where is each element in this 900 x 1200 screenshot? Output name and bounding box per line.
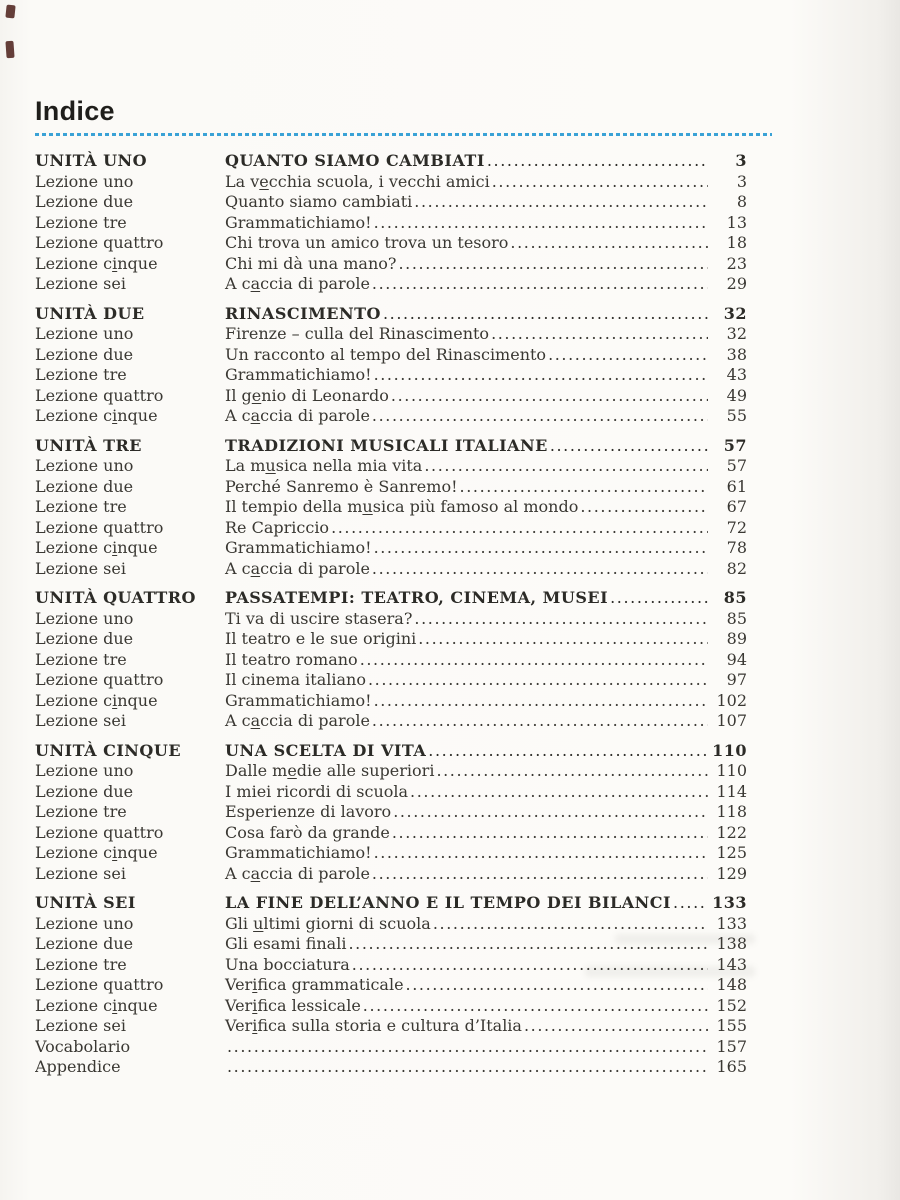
toc-row-entry (225, 274, 711, 295)
page-number: 55 (726, 406, 747, 425)
page-number: 155 (716, 1016, 747, 1035)
toc-row-label: Lezione uno (35, 171, 134, 191)
toc-row-label: UNITÀ QUATTRO (35, 588, 196, 607)
dot-leader (391, 386, 708, 407)
toc-entry-title: La vecchia scuola, i vecchi amici (225, 171, 490, 191)
dot-leader (550, 436, 708, 457)
toc-row-label: UNITÀ SEI (35, 893, 136, 912)
page-number: 157 (716, 1036, 747, 1056)
toc-row-label: Lezione tre (35, 365, 127, 384)
toc-row-label: Lezione cinque (35, 538, 158, 557)
toc-section (35, 588, 747, 732)
dot-leader (487, 151, 708, 172)
toc-entry-title: Verifica sulla storia e cultura d’Italia (225, 1016, 522, 1035)
toc-row-label: Lezione tre (35, 649, 127, 669)
dot-leader (524, 1016, 708, 1037)
dot-leader (368, 670, 708, 691)
dot-leader (372, 864, 708, 885)
dot-leader (580, 497, 708, 518)
dot-leader (360, 650, 708, 671)
page-number: 57 (723, 435, 747, 455)
toc-row-entry (225, 477, 711, 498)
toc-entry-title: RINASCIMENTO (225, 303, 381, 323)
toc-lesson-row (35, 324, 747, 345)
toc-row-label: Lezione tre (35, 212, 127, 232)
toc-row-entry (225, 304, 711, 325)
dot-leader (673, 893, 708, 914)
toc-lesson-row (35, 802, 747, 823)
page-number: 57 (726, 456, 747, 475)
toc-lesson-row (35, 864, 747, 885)
page-number: 18 (726, 233, 747, 252)
toc-lesson-row (35, 233, 747, 254)
dot-leader (428, 741, 708, 762)
toc-entry-title: Chi mi dà una mano? (225, 253, 397, 273)
toc-lesson-row (35, 518, 747, 539)
toc-row-entry (225, 914, 711, 935)
page-number: 38 (726, 344, 747, 364)
dot-leader (424, 456, 708, 477)
toc-entry-title: I miei ricordi di scuola (225, 781, 409, 801)
dot-leader (491, 324, 708, 345)
toc-row-label: Lezione sei (35, 274, 126, 293)
title-underline-dashed-rule (35, 133, 772, 136)
toc-row-label: Lezione quattro (35, 670, 164, 689)
page-number: 32 (723, 303, 747, 323)
dot-leader (348, 934, 708, 955)
page-number: 107 (716, 711, 747, 730)
toc-row-entry (225, 497, 711, 518)
toc-row-entry (225, 1057, 711, 1078)
scan-artifact (5, 5, 15, 19)
toc-row-entry (225, 864, 711, 885)
toc-entry-title: Il teatro e le sue origini (225, 629, 417, 648)
page-number: 133 (716, 913, 747, 933)
page-number: 23 (726, 253, 747, 273)
toc-entry-title: Re Capriccio (225, 517, 330, 537)
toc-row-entry (225, 711, 711, 732)
toc-entry-title: Verifica grammaticale (225, 975, 404, 994)
toc-row-label: Lezione due (35, 476, 134, 496)
page-number: 82 (726, 558, 747, 578)
page-number: 8 (736, 192, 747, 211)
toc-lesson-row (35, 1057, 747, 1078)
toc-lesson-row (35, 629, 747, 650)
page-number: 72 (726, 517, 747, 537)
dot-leader (410, 782, 708, 803)
toc-lesson-row (35, 609, 747, 630)
toc-lesson-row (35, 650, 747, 671)
toc-lesson-row (35, 477, 747, 498)
toc-row-entry (225, 233, 711, 254)
dot-leader (372, 274, 708, 295)
toc-lesson-row (35, 1037, 747, 1058)
toc-entry-title: A caccia di parole (225, 406, 370, 425)
dot-leader (372, 406, 708, 427)
toc-row-entry (225, 934, 711, 955)
dot-leader (227, 1057, 708, 1078)
dot-leader (374, 691, 708, 712)
page-number: 110 (712, 740, 747, 760)
toc-lesson-row (35, 934, 747, 955)
dot-leader (392, 823, 708, 844)
dot-leader (414, 609, 708, 630)
toc-lesson-row (35, 996, 747, 1017)
dot-leader (460, 477, 708, 498)
toc-section (35, 304, 747, 427)
toc-row-label: UNITÀ TRE (35, 435, 142, 455)
toc-entry-title: Grammatichiamo! (225, 538, 372, 557)
dot-leader (227, 1037, 708, 1058)
toc-lesson-row (35, 975, 747, 996)
toc-entry-title: PASSATEMPI: TEATRO, CINEMA, MUSEI (225, 588, 609, 607)
dot-leader (331, 518, 708, 539)
toc-row-label: UNITÀ UNO (35, 151, 148, 170)
toc-lesson-row (35, 365, 747, 386)
toc-entry-title: TRADIZIONI MUSICALI ITALIANE (225, 435, 548, 455)
page-number: 114 (716, 781, 747, 801)
page-number: 138 (716, 934, 747, 953)
toc-row-label: Lezione uno (35, 608, 134, 628)
toc-row-label: Lezione cinque (35, 406, 158, 425)
page-number: 143 (716, 954, 747, 974)
toc-entry-title: QUANTO SIAMO CAMBIATI (225, 151, 485, 170)
toc-entry-title: A caccia di parole (225, 863, 370, 883)
toc-row-entry (225, 823, 711, 844)
toc-lesson-row (35, 711, 747, 732)
toc-entry-title: Dalle medie alle superiori (225, 761, 435, 780)
toc-lesson-row (35, 1016, 747, 1037)
toc-entry-title: Grammatichiamo! (225, 212, 372, 232)
dot-leader (418, 629, 708, 650)
toc-entry-title: Grammatichiamo! (225, 365, 372, 384)
toc-entry-title: Chi trova un amico trova un tesoro (225, 233, 509, 252)
toc-entry-title: Cosa farò da grande (225, 822, 390, 842)
toc-row-label: Lezione tre (35, 802, 127, 821)
toc-entry-title: La musica nella mia vita (225, 456, 423, 475)
toc-entry-title: Il cinema italiano (225, 670, 366, 689)
toc-row-entry (225, 386, 711, 407)
toc-entry-title: A caccia di parole (225, 711, 370, 730)
toc-row-entry (225, 365, 711, 386)
toc-entry-title: Esperienze di lavoro (225, 802, 392, 821)
toc-lesson-row (35, 172, 747, 193)
toc-row-label: Lezione quattro (35, 233, 164, 252)
dot-leader (383, 304, 708, 325)
toc-lesson-row (35, 192, 747, 213)
toc-row-label: Lezione uno (35, 913, 134, 933)
toc-entry-title: Firenze – culla del Rinascimento (225, 324, 490, 343)
toc-section (35, 436, 747, 580)
page-number: 29 (726, 274, 747, 293)
toc-unit-row (35, 893, 747, 914)
toc-lesson-row (35, 406, 747, 427)
toc-row-entry (225, 761, 711, 782)
page-number: 85 (723, 588, 747, 607)
page-number: 118 (716, 802, 747, 821)
toc-row-entry (225, 559, 711, 580)
page-number: 85 (726, 608, 747, 628)
page-number: 78 (726, 538, 747, 557)
page-number: 43 (726, 365, 747, 384)
page-number: 148 (716, 975, 747, 994)
toc-row-label: Lezione quattro (35, 517, 164, 537)
toc-lesson-row (35, 559, 747, 580)
toc-entry-title: Grammatichiamo! (225, 843, 372, 862)
toc-row-entry (225, 456, 711, 477)
toc-row-label: Lezione due (35, 934, 134, 953)
toc-row-entry (225, 192, 711, 213)
toc-lesson-row (35, 782, 747, 803)
toc-lesson-row (35, 823, 747, 844)
toc-entry-title: Perché Sanremo è Sanremo! (225, 476, 458, 496)
toc-lesson-row (35, 761, 747, 782)
toc-row-entry (225, 802, 711, 823)
toc-row-entry (225, 741, 711, 762)
toc-unit-row (35, 588, 747, 609)
toc-row-label: Lezione cinque (35, 995, 158, 1015)
toc-row-entry (225, 538, 711, 559)
page-number: 67 (726, 497, 747, 516)
toc-row-label: UNITÀ DUE (35, 303, 145, 323)
dot-leader (363, 996, 708, 1017)
toc-section (35, 741, 747, 885)
toc-entry-title: Quanto siamo cambiati (225, 192, 413, 211)
page-number: 165 (716, 1057, 747, 1076)
toc-unit-row (35, 741, 747, 762)
page-number: 61 (726, 476, 747, 496)
toc-unit-row (35, 151, 747, 172)
toc-row-entry (225, 588, 711, 609)
toc-entry-title: Il tempio della musica più famoso al mondo (225, 497, 579, 516)
dot-leader (374, 213, 708, 234)
page-title: Indice (35, 96, 115, 126)
toc-row-entry (225, 691, 711, 712)
toc-entry-title: Il teatro romano (225, 649, 358, 669)
page-number: 3 (736, 171, 747, 191)
page-number: 122 (716, 822, 747, 842)
toc-row-entry (225, 609, 711, 630)
toc-entry-title: Grammatichiamo! (225, 690, 372, 710)
page-number: 152 (716, 995, 747, 1015)
toc-row-label: Lezione tre (35, 497, 127, 516)
toc-entry-title: Gli esami finali (225, 934, 347, 953)
toc-lesson-row (35, 843, 747, 864)
toc-row-label: Lezione sei (35, 711, 126, 730)
page-number: 49 (726, 385, 747, 405)
toc-unit-row (35, 436, 747, 457)
page-number: 110 (716, 761, 747, 780)
toc-row-label: Appendice (35, 1057, 121, 1076)
page-number: 129 (716, 863, 747, 883)
toc-unit-row (35, 304, 747, 325)
toc-entry-title: A caccia di parole (225, 558, 370, 578)
toc-row-label: Lezione due (35, 781, 134, 801)
toc-row-label: Lezione uno (35, 456, 134, 475)
dot-leader (372, 559, 708, 580)
page-number: 97 (726, 670, 747, 689)
scan-artifact (5, 41, 14, 59)
page-number: 32 (726, 324, 747, 343)
toc-row-entry (225, 996, 711, 1017)
toc-row-label: Lezione sei (35, 863, 126, 883)
toc-entry-title: Verifica lessicale (225, 995, 361, 1015)
page-number: 102 (716, 690, 747, 710)
toc-section (35, 893, 747, 1078)
toc-row-label: Lezione sei (35, 1016, 126, 1035)
toc-row-label: Lezione due (35, 192, 134, 211)
toc-row-label: Lezione tre (35, 954, 127, 974)
toc-row-entry (225, 975, 711, 996)
toc-entry-title: Gli ultimi giorni di scuola (225, 913, 431, 933)
toc-lesson-row (35, 914, 747, 935)
toc-row-label: Lezione quattro (35, 975, 164, 994)
toc-row-entry (225, 213, 711, 234)
dot-leader (372, 711, 708, 732)
toc-lesson-row (35, 497, 747, 518)
toc-lesson-row (35, 213, 747, 234)
dot-leader (414, 192, 708, 213)
dot-leader (610, 588, 708, 609)
page-number: 133 (712, 893, 747, 912)
toc-row-entry (225, 436, 711, 457)
toc-entry-title: UNA SCELTA DI VITA (225, 740, 427, 760)
toc-row-entry (225, 893, 711, 914)
toc-row-label: UNITÀ CINQUE (35, 740, 182, 760)
toc-row-entry (225, 172, 711, 193)
page-number: 89 (726, 629, 747, 648)
dot-leader (492, 172, 708, 193)
toc-row-label: Lezione cinque (35, 690, 158, 710)
toc-row-entry (225, 629, 711, 650)
toc-row-entry (225, 254, 711, 275)
toc-row-entry (225, 518, 711, 539)
toc-row-entry (225, 650, 711, 671)
toc-row-label: Lezione quattro (35, 822, 164, 842)
dot-leader (548, 345, 708, 366)
toc-lesson-row (35, 538, 747, 559)
page-number: 13 (726, 212, 747, 232)
toc-row-entry (225, 670, 711, 691)
toc-row-entry (225, 406, 711, 427)
toc-row-entry (225, 1016, 711, 1037)
toc-row-label: Lezione uno (35, 324, 134, 343)
toc-section (35, 151, 747, 295)
toc-lesson-row (35, 254, 747, 275)
toc-entry-title: Un racconto al tempo del Rinascimento (225, 344, 547, 364)
toc-entry-title: Una bocciatura (225, 954, 350, 974)
toc-row-label: Vocabolario (35, 1036, 131, 1056)
toc-row-entry (225, 843, 711, 864)
dot-leader (374, 843, 708, 864)
dot-leader (374, 365, 708, 386)
dot-leader (406, 975, 708, 996)
toc-lesson-row (35, 386, 747, 407)
dot-leader (374, 538, 708, 559)
toc-lesson-row (35, 274, 747, 295)
toc-row-label: Lezione due (35, 629, 134, 648)
dot-leader (398, 254, 708, 275)
toc-entry-title: LA FINE DELL’ANNO E IL TEMPO DEI BILANCI (225, 893, 672, 912)
toc-row-label: Lezione due (35, 344, 134, 364)
toc-row-label: Lezione sei (35, 558, 126, 578)
page-number: 125 (716, 843, 747, 862)
toc-entry-title: A caccia di parole (225, 274, 370, 293)
page-number: 3 (735, 151, 747, 170)
page-number: 94 (726, 649, 747, 669)
toc-entry-title: Ti va di uscire stasera? (225, 608, 413, 628)
dot-leader (393, 802, 708, 823)
toc-row-entry (225, 151, 711, 172)
toc-lesson-row (35, 691, 747, 712)
toc-entry-title: Il genio di Leonardo (225, 385, 389, 405)
toc-row-label: Lezione uno (35, 761, 134, 780)
toc-row-entry (225, 345, 711, 366)
dot-leader (352, 955, 708, 976)
toc-row-entry (225, 955, 711, 976)
toc-row-label: Lezione cinque (35, 253, 158, 273)
dot-leader (433, 914, 708, 935)
toc-row-label: Lezione quattro (35, 385, 164, 405)
toc-row-label: Lezione cinque (35, 843, 158, 862)
toc-lesson-row (35, 955, 747, 976)
toc-lesson-row (35, 670, 747, 691)
toc-lesson-row (35, 345, 747, 366)
toc-row-entry (225, 1037, 711, 1058)
dot-leader (436, 761, 708, 782)
table-of-contents (35, 151, 747, 1078)
toc-row-entry (225, 782, 711, 803)
toc-lesson-row (35, 456, 747, 477)
toc-row-entry (225, 324, 711, 345)
dot-leader (510, 233, 708, 254)
